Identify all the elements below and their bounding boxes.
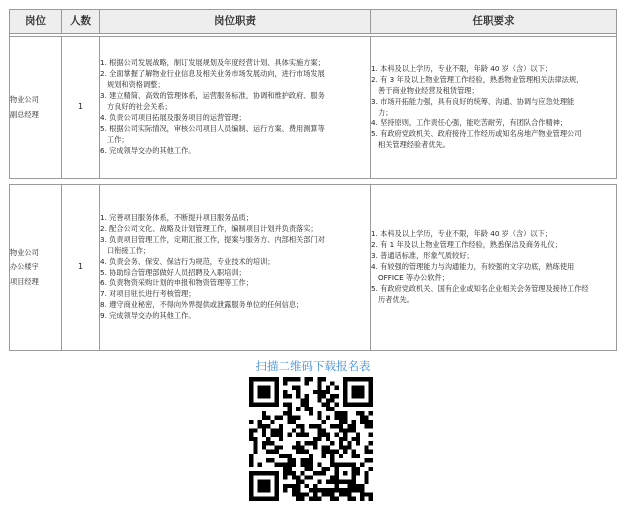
header-duties: 岗位职责 xyxy=(100,10,371,34)
header-requirements: 任职要求 xyxy=(371,10,617,34)
job-duties: 1. 根据公司发展战略，制订发展规划及年度经营计划、具体实施方案； 2. 全面掌握了解物业行业信息及相关业务市场发展动向，进行市场发展 规划和资格调整； 3. 建立精简、高效的管理体系，运营服务标准，协调和维护政府、服务 方良好的社会关系； 4. 负责公司项目拓展及服务项目的运营管理； 5. 根据公司实际情况，审核公司项目人员编制、运行方案、费用测算等 工作； 6. 完成领导交办的其他工作。 xyxy=(100,37,371,179)
job-count: 1 xyxy=(62,37,100,179)
job-title: 物业公司 副总经理 xyxy=(10,37,62,179)
qr-code-icon[interactable] xyxy=(249,377,373,501)
table-row xyxy=(10,185,617,351)
qr-caption: 扫描二维码下载报名表 xyxy=(255,359,371,373)
job-requirements: 1. 本科及以上学历，专业不限，年龄 40 岁（含）以下； 2. 有 1 年及以上物业管理工作经验，熟悉保洁及商务礼仪； 3. 普通话标准，形象气质较好； 4. 有较强的管理能力与沟通能力，有较强的文字功底，熟练使用 OFFICE 等办公软件； 5. 有政府党政机关、国有企业或知名企业相关会务管理及接待工作经 历者优先。 xyxy=(371,185,617,351)
table-row xyxy=(10,37,617,179)
header-position: 岗位 xyxy=(10,10,62,34)
header-count: 人数 xyxy=(62,10,100,34)
job-table-project-manager xyxy=(9,184,617,351)
job-table-deputy-gm xyxy=(9,9,617,179)
job-count: 1 xyxy=(62,185,100,351)
job-title: 物业公司 办公楼宇 项目经理 xyxy=(10,185,62,351)
job-duties: 1. 完善项目服务体系，不断提升项目服务品质； 2. 配合公司文化、战略及计划管理工作，编制项目计划并负责落实； 3. 负责项目管理工作，定期汇报工作，提案与服务方、内部相关部门对 口衔接工作； 4. 负责会务、保安、保洁行为规范，专业技术的培训； 5. 协助综合管理部做好人员招聘及入职培训； 6. 负责物资采购计划的申报和物资管理等工作； 7. 对项目驻长进行考核管理； 8. 遵守商业秘密，不得向外界提供或泄露服务单位的任何信息； 9. 完成领导交办的其他工作。 xyxy=(100,185,371,351)
job-requirements: 1. 本科及以上学历，专业不限，年龄 40 岁（含）以下； 2. 有 3 年及以上物业管理工作经验，熟悉物业管理相关法律法规， 善于商业物业经营及租赁管理； 3. 市场开拓能力强，具有良好的统筹、沟通、协调与应急处理能 力； 4. 坚持原则，工作责任心强，能吃苦耐劳，有团队合作精神； 5. 有政府党政机关、政府接待工作经历或知名房地产物业管理公司 相关管理经验者优先。 xyxy=(371,37,617,179)
